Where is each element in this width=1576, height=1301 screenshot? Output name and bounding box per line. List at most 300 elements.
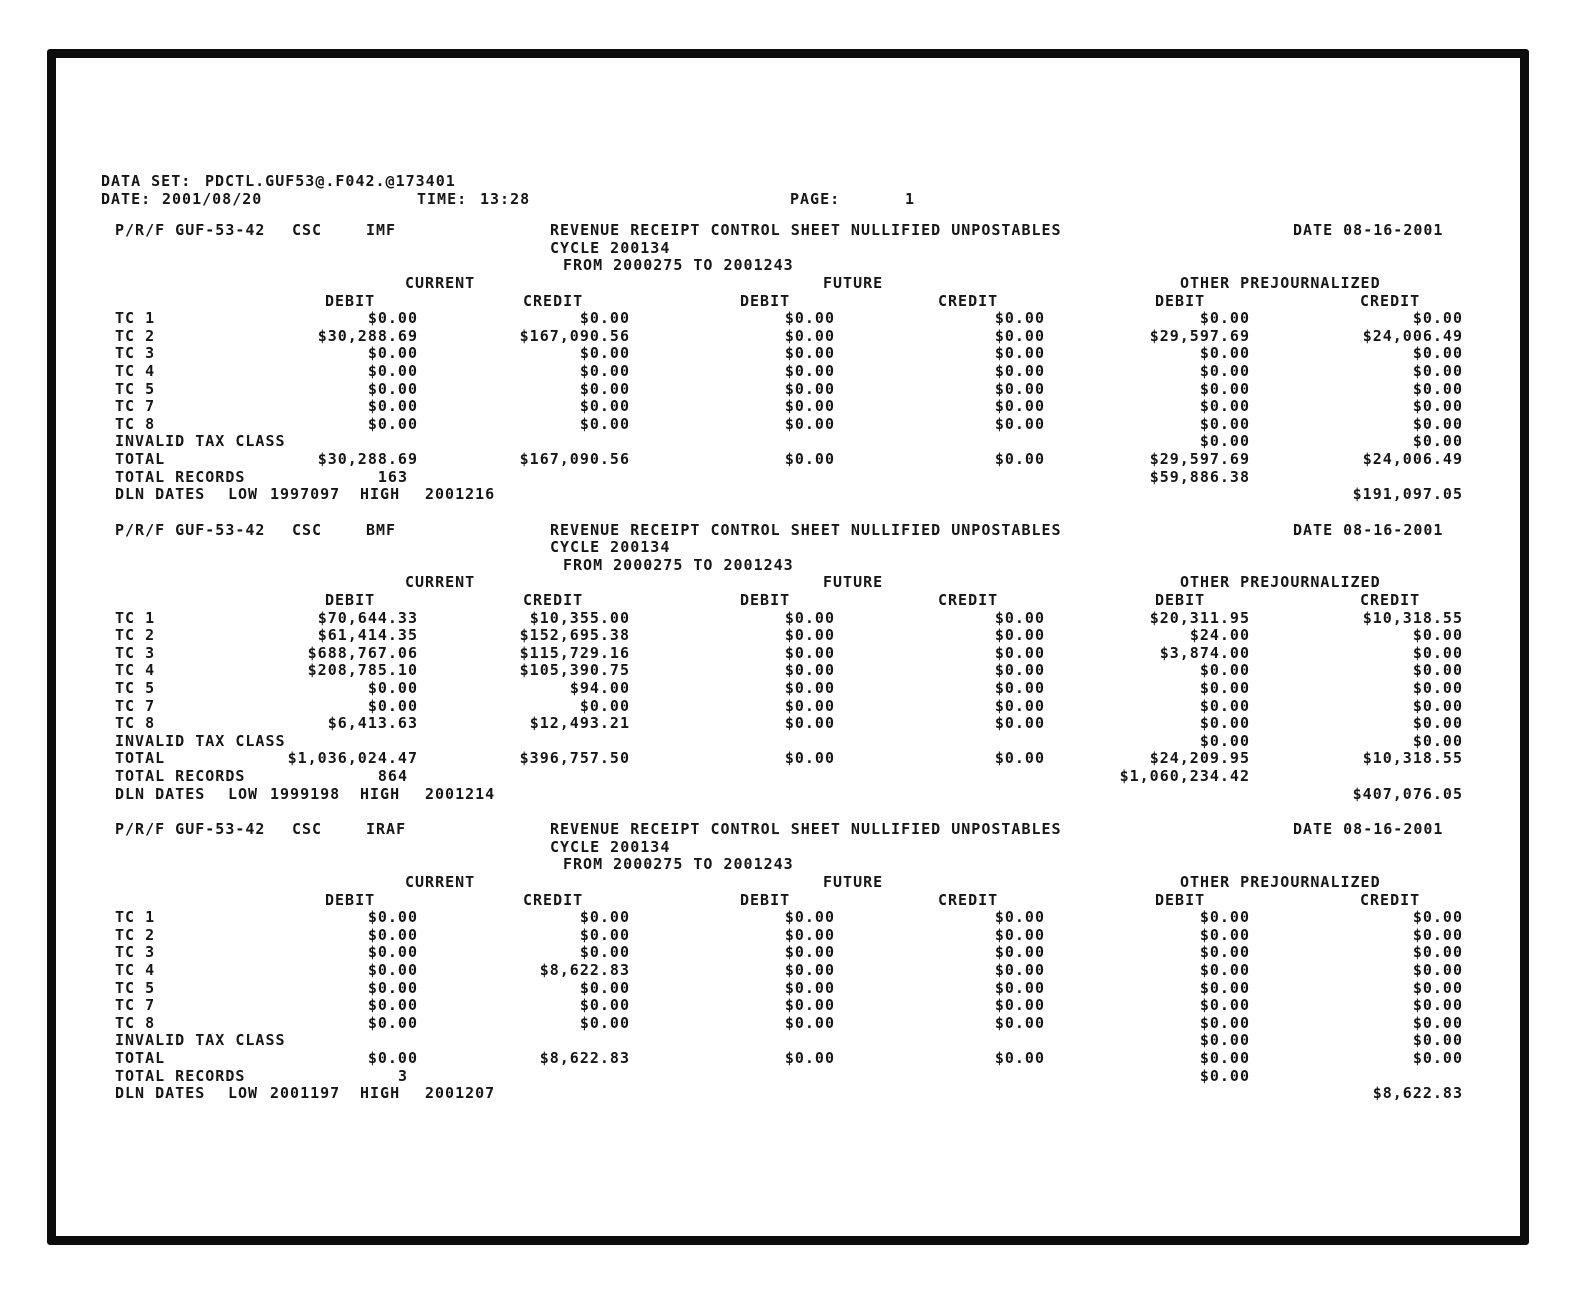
col-header-future-debit: DEBIT	[740, 591, 791, 610]
amount-future-credit: $0.00	[994, 661, 1045, 680]
total-future-credit: $0.00	[994, 1048, 1045, 1067]
cycle-line	[0, 239, 1576, 257]
total-records-row	[0, 767, 1576, 785]
tc-rows	[0, 908, 1576, 1031]
prf-code: P/R/F GUF-53-42	[115, 221, 266, 240]
print-date-label: DATE:	[101, 189, 152, 208]
group-header-future: FUTURE	[823, 273, 884, 292]
amount-current-credit: $0.00	[579, 1013, 630, 1032]
amount-current-credit: $0.00	[579, 414, 630, 433]
column-header-line	[0, 591, 1576, 609]
amount-future-credit: $0.00	[994, 608, 1045, 627]
amount-future-credit: $0.00	[994, 344, 1045, 363]
report-content	[0, 172, 1576, 1120]
amount-other-credit: $0.00	[1412, 1013, 1463, 1032]
site-code: CSC	[292, 221, 323, 240]
total-label: TOTAL	[115, 749, 166, 768]
amount-future-debit: $0.00	[784, 908, 835, 927]
amount-current-debit: $0.00	[367, 943, 418, 962]
total-current-credit: $8,622.83	[539, 1048, 630, 1067]
total-records-count: 163	[377, 467, 408, 486]
amount-current-credit: $8,622.83	[539, 960, 630, 979]
amount-current-credit: $0.00	[579, 397, 630, 416]
total-label: TOTAL	[115, 449, 166, 468]
amount-other-debit: $0.00	[1199, 996, 1250, 1015]
total-future-debit: $0.00	[784, 1048, 835, 1067]
amount-current-credit: $12,493.21	[529, 714, 630, 733]
tc-row-label: TC 7	[115, 996, 156, 1015]
amount-current-credit: $0.00	[579, 908, 630, 927]
master-file-code: BMF	[366, 520, 397, 539]
site-code: CSC	[292, 520, 323, 539]
tc-row-label: TC 2	[115, 925, 156, 944]
amount-current-credit: $0.00	[579, 379, 630, 398]
group-header-current: CURRENT	[405, 573, 476, 592]
tc-row-label: TC 5	[115, 679, 156, 698]
amount-other-debit: $0.00	[1199, 943, 1250, 962]
dln-dates-row	[0, 785, 1576, 803]
range-line	[0, 256, 1576, 274]
section-header-line	[0, 521, 1576, 539]
amount-current-credit: $167,090.56	[519, 326, 630, 345]
amount-current-credit: $0.00	[579, 696, 630, 715]
col-header-current-credit: CREDIT	[523, 591, 584, 610]
site-code: CSC	[292, 820, 323, 839]
print-date-value: 2001/08/20	[162, 189, 263, 208]
amount-current-credit: $0.00	[579, 344, 630, 363]
total-records-label: TOTAL RECORDS	[115, 767, 246, 785]
amount-current-debit: $6,413.63	[327, 714, 418, 733]
report-title: REVENUE RECEIPT CONTROL SHEET NULLIFIED UNPOSTABLES	[550, 820, 1062, 839]
col-header-future-credit: CREDIT	[938, 291, 999, 310]
report-section	[0, 820, 1576, 1102]
group-header-line	[0, 274, 1576, 292]
group-header-line	[0, 573, 1576, 591]
amount-other-debit: $0.00	[1199, 1013, 1250, 1032]
amount-other-debit: $0.00	[1199, 908, 1250, 927]
dln-dates-row	[0, 485, 1576, 503]
group-header-future: FUTURE	[823, 872, 884, 891]
dln-high-value: 2001214	[425, 784, 496, 803]
amount-other-debit: $3,874.00	[1159, 643, 1250, 662]
amount-other-credit: $0.00	[1412, 661, 1463, 680]
col-header-future-credit: CREDIT	[938, 890, 999, 909]
tc-row	[0, 926, 1576, 944]
amount-current-debit: $0.00	[367, 996, 418, 1015]
amount-other-debit: $20,311.95	[1149, 608, 1250, 627]
tc-row	[0, 644, 1576, 662]
amount-current-debit: $30,288.69	[317, 326, 418, 345]
col-header-future-credit: CREDIT	[938, 591, 999, 610]
tc-row	[0, 661, 1576, 679]
col-header-other-credit: CREDIT	[1360, 890, 1421, 909]
amount-other-debit: $0.00	[1199, 414, 1250, 433]
dln-low-value: 1999198	[270, 784, 341, 803]
amount-future-debit: $0.00	[784, 309, 835, 328]
tc-row	[0, 380, 1576, 398]
amount-current-credit: $94.00	[569, 679, 630, 698]
amount-other-credit: $0.00	[1412, 731, 1463, 750]
total-current-credit: $167,090.56	[519, 449, 630, 468]
amount-other-credit: $0.00	[1412, 344, 1463, 363]
tc-row-label: TC 7	[115, 397, 156, 416]
tc-row-label: TC 4	[115, 960, 156, 979]
prejournalized-credit-grand-total: $8,622.83	[1372, 1084, 1463, 1103]
tc-row-label: TC 8	[115, 714, 156, 733]
amount-future-credit: $0.00	[994, 643, 1045, 662]
print-time-value: 13:28	[480, 189, 531, 208]
col-header-other-debit: DEBIT	[1155, 291, 1206, 310]
amount-future-credit: $0.00	[994, 326, 1045, 345]
col-header-current-credit: CREDIT	[523, 291, 584, 310]
amount-future-credit: $0.00	[994, 414, 1045, 433]
total-records-label: TOTAL RECORDS	[115, 1066, 246, 1085]
amount-current-debit: $208,785.10	[307, 661, 418, 680]
prejournalized-credit-grand-total: $407,076.05	[1352, 784, 1463, 803]
amount-future-debit: $0.00	[784, 379, 835, 398]
prejournalized-debit-grand-total: $0.00	[1199, 1066, 1250, 1085]
amount-other-credit: $0.00	[1412, 908, 1463, 927]
cycle-line	[0, 838, 1576, 856]
amount-future-debit: $0.00	[784, 943, 835, 962]
amount-other-debit: $0.00	[1199, 397, 1250, 416]
amount-future-credit: $0.00	[994, 960, 1045, 979]
total-row	[0, 1049, 1576, 1067]
amount-future-credit: $0.00	[994, 996, 1045, 1015]
col-header-other-credit: CREDIT	[1360, 291, 1421, 310]
dln-high-value: 2001216	[425, 485, 496, 504]
amount-future-credit: $0.00	[994, 626, 1045, 645]
total-records-row	[0, 1067, 1576, 1085]
tc-row	[0, 609, 1576, 627]
range-line	[0, 855, 1576, 873]
amount-future-credit: $0.00	[994, 679, 1045, 698]
total-other-debit: $29,597.69	[1149, 449, 1250, 468]
amount-future-debit: $0.00	[784, 397, 835, 416]
col-header-current-debit: DEBIT	[325, 291, 376, 310]
dln-high-label: HIGH	[360, 784, 401, 803]
tc-row	[0, 309, 1576, 327]
cycle-value: CYCLE 200134	[550, 238, 671, 257]
invalid-tax-class-row	[0, 1031, 1576, 1049]
group-header-current: CURRENT	[405, 273, 476, 292]
total-label: TOTAL	[115, 1048, 166, 1067]
tc-row	[0, 626, 1576, 644]
amount-other-debit: $0.00	[1199, 960, 1250, 979]
amount-other-debit: $0.00	[1199, 679, 1250, 698]
amount-current-debit: $0.00	[367, 960, 418, 979]
amount-future-debit: $0.00	[784, 608, 835, 627]
amount-other-debit: $0.00	[1199, 309, 1250, 328]
total-current-debit: $30,288.69	[317, 449, 418, 468]
total-future-credit: $0.00	[994, 449, 1045, 468]
tc-row	[0, 397, 1576, 415]
amount-other-debit: $0.00	[1199, 731, 1250, 750]
total-other-credit: $0.00	[1412, 1048, 1463, 1067]
group-header-current: CURRENT	[405, 872, 476, 891]
amount-other-credit: $0.00	[1412, 432, 1463, 451]
amount-current-credit: $0.00	[579, 925, 630, 944]
amount-current-debit: $0.00	[367, 414, 418, 433]
tc-row-label: TC 3	[115, 943, 156, 962]
amount-other-credit: $0.00	[1412, 1031, 1463, 1050]
amount-future-debit: $0.00	[784, 925, 835, 944]
amount-current-debit: $0.00	[367, 1013, 418, 1032]
cycle-range: FROM 2000275 TO 2001243	[563, 555, 794, 574]
dln-dates-label: DLN DATES	[115, 485, 206, 504]
section-header-line	[0, 221, 1576, 239]
amount-future-debit: $0.00	[784, 978, 835, 997]
range-line	[0, 556, 1576, 574]
amount-other-credit: $0.00	[1412, 996, 1463, 1015]
col-header-future-debit: DEBIT	[740, 890, 791, 909]
data-set-value: PDCTL.GUF53@.F042.@173401	[205, 172, 456, 190]
amount-future-debit: $0.00	[784, 696, 835, 715]
total-other-credit: $24,006.49	[1362, 449, 1463, 468]
tc-rows	[0, 609, 1576, 732]
tc-row-label: TC 7	[115, 696, 156, 715]
amount-current-credit: $0.00	[579, 309, 630, 328]
total-records-label: TOTAL RECORDS	[115, 467, 246, 486]
tc-row	[0, 344, 1576, 362]
report-section	[0, 521, 1576, 803]
tc-row-label: TC 5	[115, 379, 156, 398]
amount-current-debit: $0.00	[367, 361, 418, 380]
amount-future-credit: $0.00	[994, 361, 1045, 380]
dln-high-label: HIGH	[360, 1084, 401, 1103]
master-file-code: IRAF	[366, 820, 407, 839]
amount-current-debit: $0.00	[367, 908, 418, 927]
amount-current-debit: $0.00	[367, 679, 418, 698]
amount-future-credit: $0.00	[994, 379, 1045, 398]
tc-row-label: TC 3	[115, 643, 156, 662]
amount-other-debit: $0.00	[1199, 714, 1250, 733]
col-header-future-debit: DEBIT	[740, 291, 791, 310]
total-records-count: 864	[377, 767, 408, 785]
amount-other-credit: $0.00	[1412, 361, 1463, 380]
report-sections	[0, 221, 1576, 1102]
tc-row-label: TC 8	[115, 1013, 156, 1032]
master-file-code: IMF	[366, 221, 397, 240]
col-header-other-credit: CREDIT	[1360, 591, 1421, 610]
total-other-debit: $24,209.95	[1149, 749, 1250, 768]
col-header-current-credit: CREDIT	[523, 890, 584, 909]
amount-other-debit: $0.00	[1199, 432, 1250, 451]
invalid-tax-class-label: INVALID TAX CLASS	[115, 731, 286, 750]
print-header-line-1	[0, 172, 1576, 190]
dln-dates-row	[0, 1084, 1576, 1102]
amount-other-credit: $0.00	[1412, 626, 1463, 645]
amount-future-debit: $0.00	[784, 960, 835, 979]
amount-other-credit: $0.00	[1412, 309, 1463, 328]
amount-other-debit: $0.00	[1199, 361, 1250, 380]
amount-future-debit: $0.00	[784, 714, 835, 733]
col-header-other-debit: DEBIT	[1155, 591, 1206, 610]
cycle-range: FROM 2000275 TO 2001243	[563, 855, 794, 874]
total-future-credit: $0.00	[994, 749, 1045, 768]
prejournalized-debit-grand-total: $1,060,234.42	[1119, 767, 1250, 785]
amount-other-credit: $0.00	[1412, 397, 1463, 416]
amount-future-debit: $0.00	[784, 326, 835, 345]
amount-future-debit: $0.00	[784, 414, 835, 433]
invalid-tax-class-row	[0, 732, 1576, 750]
dln-low-label: LOW	[228, 1084, 259, 1103]
total-records-row	[0, 468, 1576, 486]
amount-other-credit: $24,006.49	[1362, 326, 1463, 345]
amount-future-credit: $0.00	[994, 925, 1045, 944]
total-future-debit: $0.00	[784, 749, 835, 768]
tc-row	[0, 943, 1576, 961]
tc-row-label: TC 4	[115, 661, 156, 680]
amount-other-debit: $0.00	[1199, 696, 1250, 715]
tc-row-label: TC 1	[115, 608, 156, 627]
tc-row	[0, 961, 1576, 979]
amount-other-debit: $0.00	[1199, 1031, 1250, 1050]
amount-current-credit: $0.00	[579, 361, 630, 380]
dln-low-value: 2001197	[270, 1084, 341, 1103]
amount-future-credit: $0.00	[994, 1013, 1045, 1032]
amount-current-debit: $0.00	[367, 379, 418, 398]
dln-low-label: LOW	[228, 485, 259, 504]
amount-other-debit: $29,597.69	[1149, 326, 1250, 345]
invalid-tax-class-row	[0, 432, 1576, 450]
tc-row-label: TC 3	[115, 344, 156, 363]
amount-current-credit: $115,729.16	[519, 643, 630, 662]
amount-other-credit: $0.00	[1412, 978, 1463, 997]
amount-current-credit: $105,390.75	[519, 661, 630, 680]
amount-future-credit: $0.00	[994, 978, 1045, 997]
amount-current-debit: $61,414.35	[317, 626, 418, 645]
dln-dates-label: DLN DATES	[115, 1084, 206, 1103]
invalid-tax-class-label: INVALID TAX CLASS	[115, 432, 286, 451]
amount-future-debit: $0.00	[784, 1013, 835, 1032]
tc-row	[0, 996, 1576, 1014]
total-row	[0, 450, 1576, 468]
tc-rows	[0, 309, 1576, 432]
dln-high-value: 2001207	[425, 1084, 496, 1103]
amount-current-credit: $0.00	[579, 978, 630, 997]
report-section	[0, 221, 1576, 503]
amount-other-debit: $0.00	[1199, 661, 1250, 680]
page-number-value: 1	[905, 189, 916, 208]
amount-current-debit: $0.00	[367, 344, 418, 363]
column-header-line	[0, 292, 1576, 310]
amount-other-credit: $0.00	[1412, 714, 1463, 733]
amount-future-credit: $0.00	[994, 397, 1045, 416]
total-records-count: 3	[397, 1066, 408, 1085]
group-header-other-prejournalized: OTHER PREJOURNALIZED	[1180, 573, 1381, 592]
tc-row-label: TC 1	[115, 309, 156, 328]
amount-future-debit: $0.00	[784, 679, 835, 698]
total-future-debit: $0.00	[784, 449, 835, 468]
tc-row-label: TC 2	[115, 326, 156, 345]
amount-current-debit: $0.00	[367, 978, 418, 997]
report-date: DATE 08-16-2001	[1293, 221, 1444, 240]
amount-current-debit: $0.00	[367, 696, 418, 715]
tc-row	[0, 979, 1576, 997]
amount-other-debit: $0.00	[1199, 978, 1250, 997]
amount-other-credit: $0.00	[1412, 679, 1463, 698]
tc-row-label: TC 8	[115, 414, 156, 433]
total-other-credit: $10,318.55	[1362, 749, 1463, 768]
amount-future-credit: $0.00	[994, 309, 1045, 328]
amount-other-debit: $0.00	[1199, 344, 1250, 363]
cycle-line	[0, 538, 1576, 556]
total-current-debit: $0.00	[367, 1048, 418, 1067]
dln-low-value: 1997097	[270, 485, 341, 504]
report-date: DATE 08-16-2001	[1293, 520, 1444, 539]
print-time-label: TIME:	[417, 189, 468, 208]
column-header-line	[0, 891, 1576, 909]
amount-other-credit: $10,318.55	[1362, 608, 1463, 627]
total-current-debit: $1,036,024.47	[287, 749, 418, 768]
amount-other-credit: $0.00	[1412, 696, 1463, 715]
group-header-other-prejournalized: OTHER PREJOURNALIZED	[1180, 872, 1381, 891]
group-header-future: FUTURE	[823, 573, 884, 592]
tc-row	[0, 679, 1576, 697]
total-other-debit: $0.00	[1199, 1048, 1250, 1067]
report-title: REVENUE RECEIPT CONTROL SHEET NULLIFIED UNPOSTABLES	[550, 221, 1062, 240]
report-date: DATE 08-16-2001	[1293, 820, 1444, 839]
tc-row-label: TC 4	[115, 361, 156, 380]
total-current-credit: $396,757.50	[519, 749, 630, 768]
tc-row	[0, 1014, 1576, 1032]
tc-row	[0, 327, 1576, 345]
prejournalized-debit-grand-total: $59,886.38	[1149, 467, 1250, 486]
amount-other-credit: $0.00	[1412, 925, 1463, 944]
tc-row-label: TC 1	[115, 908, 156, 927]
amount-future-credit: $0.00	[994, 908, 1045, 927]
amount-other-debit: $24.00	[1189, 626, 1250, 645]
print-header-line-2	[0, 190, 1576, 208]
prf-code: P/R/F GUF-53-42	[115, 820, 266, 839]
cycle-value: CYCLE 200134	[550, 538, 671, 557]
amount-future-debit: $0.00	[784, 996, 835, 1015]
tc-row-label: TC 5	[115, 978, 156, 997]
amount-current-credit: $0.00	[579, 996, 630, 1015]
amount-other-debit: $0.00	[1199, 925, 1250, 944]
amount-current-debit: $0.00	[367, 925, 418, 944]
amount-current-debit: $70,644.33	[317, 608, 418, 627]
tc-row-label: TC 2	[115, 626, 156, 645]
section-header-line	[0, 820, 1576, 838]
page-number-label: PAGE:	[790, 189, 841, 208]
group-header-other-prejournalized: OTHER PREJOURNALIZED	[1180, 273, 1381, 292]
cycle-value: CYCLE 200134	[550, 837, 671, 856]
amount-future-debit: $0.00	[784, 361, 835, 380]
prf-code: P/R/F GUF-53-42	[115, 520, 266, 539]
amount-future-debit: $0.00	[784, 626, 835, 645]
amount-current-debit: $0.00	[367, 397, 418, 416]
amount-other-credit: $0.00	[1412, 943, 1463, 962]
amount-current-debit: $688,767.06	[307, 643, 418, 662]
amount-other-credit: $0.00	[1412, 643, 1463, 662]
data-set-label: DATA SET:	[101, 172, 192, 190]
amount-future-debit: $0.00	[784, 344, 835, 363]
tc-row	[0, 908, 1576, 926]
amount-future-credit: $0.00	[994, 943, 1045, 962]
tc-row	[0, 362, 1576, 380]
amount-future-credit: $0.00	[994, 696, 1045, 715]
col-header-current-debit: DEBIT	[325, 591, 376, 610]
tc-row	[0, 415, 1576, 433]
col-header-other-debit: DEBIT	[1155, 890, 1206, 909]
amount-current-credit: $152,695.38	[519, 626, 630, 645]
col-header-current-debit: DEBIT	[325, 890, 376, 909]
amount-current-credit: $0.00	[579, 943, 630, 962]
group-header-line	[0, 873, 1576, 891]
tc-row	[0, 697, 1576, 715]
